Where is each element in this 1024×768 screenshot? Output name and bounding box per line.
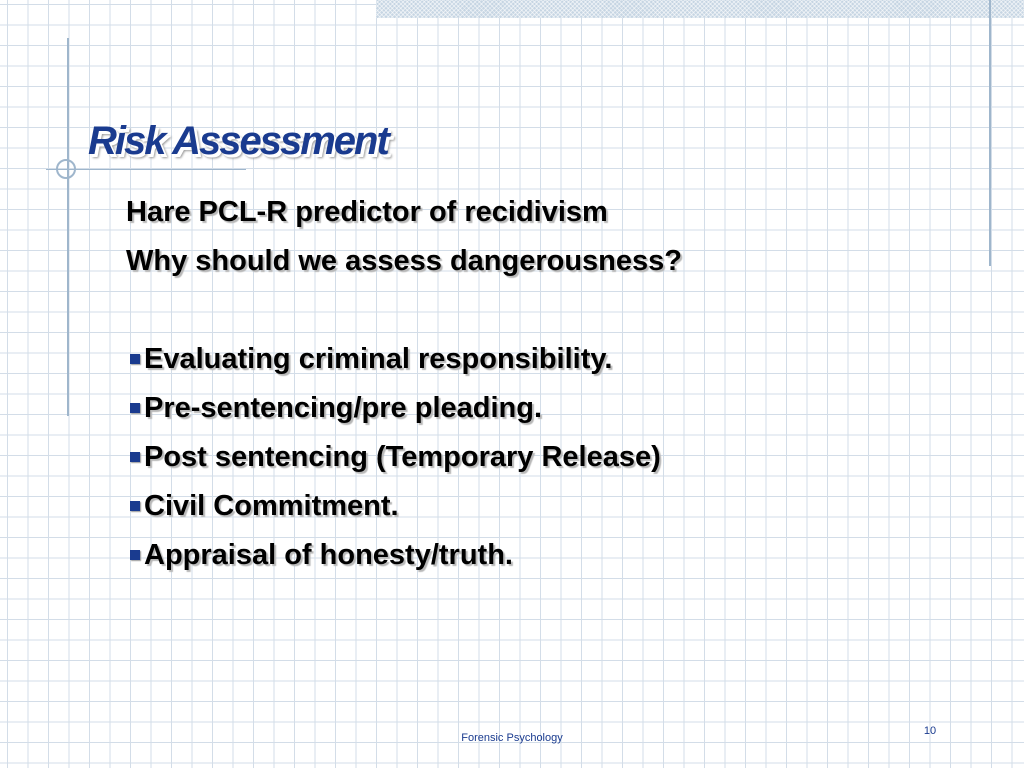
square-bullet-icon <box>130 354 140 364</box>
list-item <box>126 335 926 384</box>
list-item-text: Appraisal of honesty/truth. <box>144 539 513 571</box>
title-horizontal-rule <box>46 169 246 170</box>
square-bullet-icon <box>130 403 140 413</box>
square-bullet-icon <box>130 501 140 511</box>
list-item-text: Pre-sentencing/pre pleading. <box>144 392 543 424</box>
page-number: 10 <box>923 725 937 737</box>
right-vertical-rule <box>989 0 991 266</box>
intro-line-2: Why should we assess dangerousness? <box>126 245 682 277</box>
slide-body <box>126 188 926 580</box>
list-item <box>126 384 926 433</box>
square-bullet-icon <box>130 550 140 560</box>
slide-title: Risk Assessment <box>88 119 388 163</box>
list-item <box>126 531 926 580</box>
footer-text: Forensic Psychology <box>461 732 563 744</box>
list-item-text: Civil Commitment. <box>144 490 399 522</box>
list-item-text: Evaluating criminal responsibility. <box>144 343 613 375</box>
circle-crosshair-icon <box>56 159 76 179</box>
top-decorative-band <box>376 0 1024 18</box>
blank-line <box>126 286 926 335</box>
list-item-text: Post sentencing (Temporary Release) <box>144 441 661 473</box>
left-vertical-rule <box>67 38 69 416</box>
intro-line-1: Hare PCL-R predictor of recidivism <box>126 196 608 228</box>
list-item <box>126 482 926 531</box>
square-bullet-icon <box>130 452 140 462</box>
list-item <box>126 433 926 482</box>
